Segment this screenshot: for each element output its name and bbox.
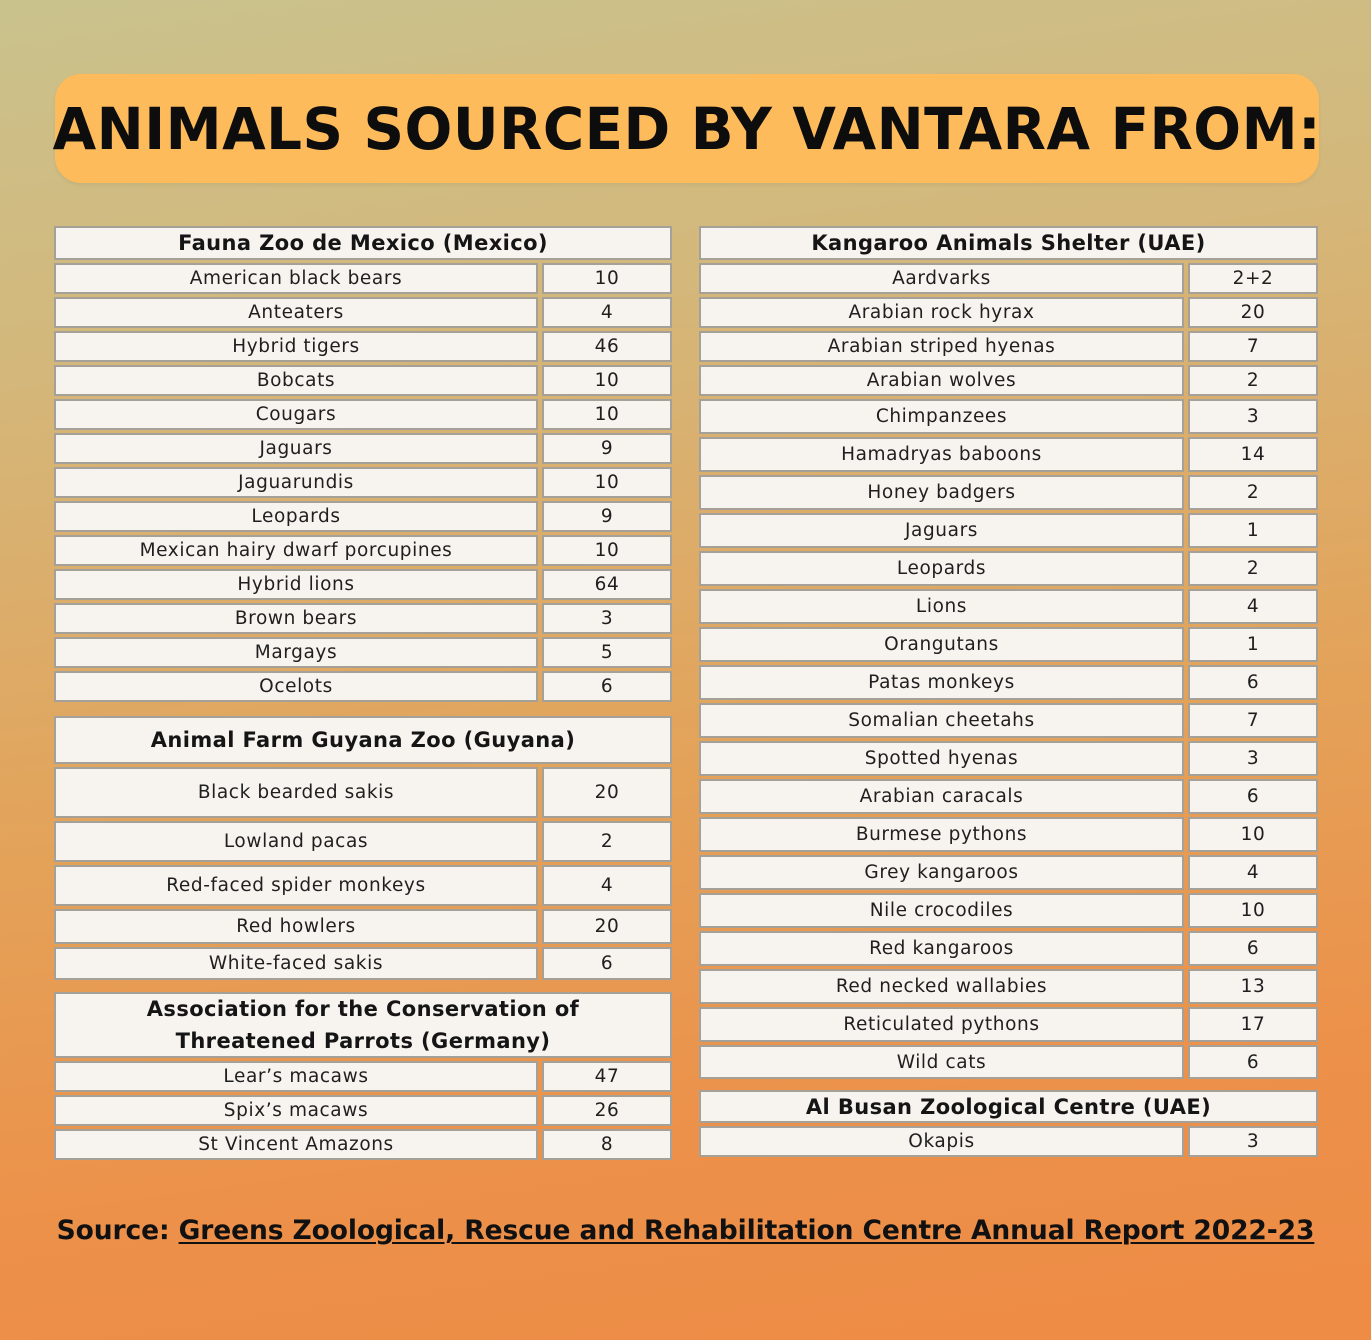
table-row [54,501,672,532]
table-row [54,263,672,294]
animal-count-cell: 26 [542,1095,672,1126]
table-row [699,331,1318,362]
animal-name-cell: Chimpanzees [699,399,1184,434]
section-parrot-association [54,992,672,1163]
animal-name-cell: Grey kangaroos [699,855,1184,890]
title-banner [52,74,1322,183]
animal-count-cell: 47 [542,1061,672,1092]
animal-name-cell: Red kangaroos [699,931,1184,966]
table-row [699,665,1318,700]
animal-name-cell: Lear’s macaws [54,1061,538,1092]
table-row [54,909,672,944]
animal-name-cell: Cougars [54,399,538,430]
table-row [54,767,672,818]
page-title: ANIMALS SOURCED BY VANTARA FROM: [52,94,1322,163]
animal-count-cell: 3 [1188,741,1318,776]
section-header: Al Busan Zoological Centre (UAE) [699,1090,1318,1123]
table-row [54,569,672,600]
animal-count-cell: 10 [542,535,672,566]
animal-count-cell: 46 [542,331,672,362]
animal-name-cell: Red howlers [54,909,538,944]
table-row [699,513,1318,548]
table-row [699,741,1318,776]
section-header: Association for the Conservation of Threatened Parrots (Germany) [54,992,672,1058]
animal-count-cell: 13 [1188,969,1318,1004]
animal-name-cell: Hamadryas baboons [699,437,1184,472]
table-row [54,1095,672,1126]
animal-count-cell: 10 [1188,817,1318,852]
table-row [54,365,672,396]
table-row [699,365,1318,396]
rows [699,263,1318,1082]
animal-name-cell: Orangutans [699,627,1184,662]
animal-name-cell: Bobcats [54,365,538,396]
animal-count-cell: 6 [1188,1045,1318,1079]
animal-name-cell: White-faced sakis [54,947,538,980]
animal-count-cell: 8 [542,1129,672,1160]
table-row [699,437,1318,472]
section-fauna-zoo-mexico [54,226,672,705]
table-row [699,779,1318,814]
animal-count-cell: 4 [1188,589,1318,624]
table-row [54,637,672,668]
animal-count-cell: 7 [1188,331,1318,362]
section-animal-farm-guyana [54,716,672,983]
animal-count-cell: 4 [542,865,672,906]
table-row [699,1045,1318,1079]
table-row [54,433,672,464]
source-link[interactable]: Greens Zoological, Rescue and Rehabilitation Centre Annual Report 2022-23 [178,1215,1315,1246]
animal-name-cell: Arabian wolves [699,365,1184,396]
animal-count-cell: 10 [542,263,672,294]
rows [54,767,672,983]
animal-name-cell: Somalian cheetahs [699,703,1184,738]
animal-count-cell: 6 [1188,931,1318,966]
right-column [699,226,1318,1160]
table-row [54,603,672,634]
animal-name-cell: Red necked wallabies [699,969,1184,1004]
table-row [54,399,672,430]
animal-count-cell: 9 [542,501,672,532]
animal-name-cell: Red-faced spider monkeys [54,865,538,906]
animal-count-cell: 3 [542,603,672,634]
animal-name-cell: Burmese pythons [699,817,1184,852]
animal-count-cell: 2+2 [1188,263,1318,294]
animal-name-cell: Jaguars [54,433,538,464]
animal-count-cell: 6 [542,671,672,702]
table-row [699,263,1318,294]
table-row [54,821,672,862]
animal-name-cell: Leopards [54,501,538,532]
animal-count-cell: 10 [542,365,672,396]
animal-name-cell: Jaguarundis [54,467,538,498]
animal-name-cell: Spix’s macaws [54,1095,538,1126]
animal-name-cell: Ocelots [54,671,538,702]
table-row [699,931,1318,966]
animal-count-cell: 1 [1188,627,1318,662]
animal-count-cell: 10 [542,399,672,430]
animal-count-cell: 14 [1188,437,1318,472]
animal-name-cell: Okapis [699,1126,1184,1157]
table-row [699,1007,1318,1042]
animal-count-cell: 20 [1188,297,1318,328]
animal-count-cell: 1 [1188,513,1318,548]
table-row [699,893,1318,928]
animal-name-cell: American black bears [54,263,538,294]
animal-name-cell: Arabian caracals [699,779,1184,814]
table-row [54,1129,672,1160]
animal-name-cell: Arabian striped hyenas [699,331,1184,362]
rows [54,263,672,705]
animal-name-cell: Reticulated pythons [699,1007,1184,1042]
animal-count-cell: 2 [542,821,672,862]
table-row [54,297,672,328]
animal-count-cell: 20 [542,767,672,818]
table-row [54,865,672,906]
animal-count-cell: 2 [1188,365,1318,396]
animal-count-cell: 10 [542,467,672,498]
animal-count-cell: 4 [1188,855,1318,890]
animal-count-cell: 6 [1188,779,1318,814]
animal-name-cell: St Vincent Amazons [54,1129,538,1160]
table-row [699,551,1318,586]
table-row [699,817,1318,852]
animal-name-cell: Jaguars [699,513,1184,548]
animal-name-cell: Black bearded sakis [54,767,538,818]
animal-count-cell: 6 [1188,665,1318,700]
rows [699,1126,1318,1160]
left-column [54,226,672,1163]
table-row [54,1061,672,1092]
animal-count-cell: 6 [542,947,672,980]
section-kangaroo-shelter [699,226,1318,1082]
animal-name-cell: Spotted hyenas [699,741,1184,776]
table-row [54,331,672,362]
animal-name-cell: Honey badgers [699,475,1184,510]
source-label: Source: [56,1215,179,1246]
animal-name-cell: Patas monkeys [699,665,1184,700]
table-row [699,297,1318,328]
animal-name-cell: Mexican hairy dwarf porcupines [54,535,538,566]
table-row [54,535,672,566]
animal-name-cell: Margays [54,637,538,668]
source-line [0,1215,1371,1246]
animal-count-cell: 2 [1188,551,1318,586]
animal-count-cell: 9 [542,433,672,464]
table-row [699,855,1318,890]
animal-name-cell: Brown bears [54,603,538,634]
animal-name-cell: Leopards [699,551,1184,586]
animal-count-cell: 3 [1188,399,1318,434]
table-row [699,399,1318,434]
animal-name-cell: Lowland pacas [54,821,538,862]
table-row [699,703,1318,738]
table-row [54,467,672,498]
animal-count-cell: 10 [1188,893,1318,928]
animal-name-cell: Wild cats [699,1045,1184,1079]
section-header: Kangaroo Animals Shelter (UAE) [699,226,1318,260]
animal-name-cell: Hybrid lions [54,569,538,600]
section-header: Animal Farm Guyana Zoo (Guyana) [54,716,672,764]
section-al-busan [699,1090,1318,1160]
animal-count-cell: 7 [1188,703,1318,738]
table-row [699,475,1318,510]
animal-count-cell: 5 [542,637,672,668]
animal-count-cell: 20 [542,909,672,944]
animal-name-cell: Nile crocodiles [699,893,1184,928]
rows [54,1061,672,1163]
table-row [699,589,1318,624]
table-row [699,969,1318,1004]
animal-count-cell: 4 [542,297,672,328]
table-row [699,1126,1318,1157]
section-header: Fauna Zoo de Mexico (Mexico) [54,226,672,260]
animal-name-cell: Aardvarks [699,263,1184,294]
table-row [699,627,1318,662]
animal-count-cell: 17 [1188,1007,1318,1042]
animal-count-cell: 3 [1188,1126,1318,1157]
animal-count-cell: 2 [1188,475,1318,510]
animal-count-cell: 64 [542,569,672,600]
table-row [54,947,672,980]
animal-name-cell: Anteaters [54,297,538,328]
animal-name-cell: Arabian rock hyrax [699,297,1184,328]
animal-name-cell: Lions [699,589,1184,624]
table-row [54,671,672,702]
animal-name-cell: Hybrid tigers [54,331,538,362]
